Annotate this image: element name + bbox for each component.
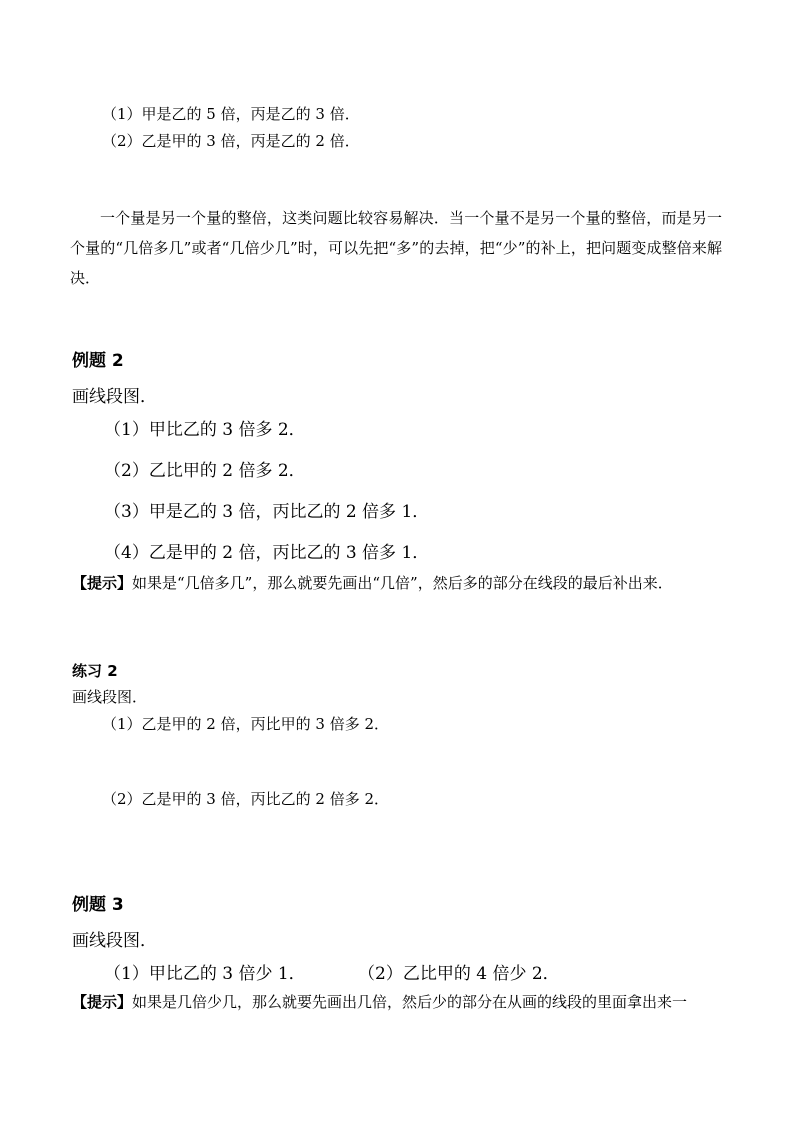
practice2-item-2: （2）乙是甲的 3 倍，丙比乙的 2 倍多 2．: [102, 790, 390, 808]
top-item-1: （1）甲是乙的 5 倍，丙是乙的 3 倍．: [102, 105, 360, 123]
example2-item-4: （4）乙是甲的 2 倍，丙比乙的 3 倍多 1．: [104, 543, 430, 563]
practice2-title: 练习 2: [72, 662, 118, 680]
practice2-item-1: （1）乙是甲的 2 倍，丙比甲的 3 倍多 2．: [102, 715, 390, 733]
example2-tip-label: 【提示】: [72, 574, 133, 592]
example2-instruction: 画线段图．: [72, 387, 157, 407]
top-item-2: （2）乙是甲的 3 倍，丙是乙的 2 倍．: [102, 132, 360, 150]
example2-item-2: （2）乙比甲的 2 倍多 2．: [104, 461, 306, 481]
example2-title: 例题 2: [72, 351, 124, 371]
intro-paragraph: 一个量是另一个量的整倍，这类问题比较容易解决．当一个量不是另一个量的整倍，而是另一个量的“几倍多几”或者“几倍少几”时，可以先把“多”的去掉，把“少”的补上，把问题变成整倍来解决．: [70, 209, 722, 287]
example2-item-3: （3）甲是乙的 3 倍，丙比乙的 2 倍多 1．: [104, 502, 430, 522]
example2-item-1: （1）甲比乙的 3 倍多 2．: [104, 420, 306, 440]
example3-title: 例题 3: [72, 895, 124, 915]
example2-tip-text: 如果是“几倍多几”，那么就要先画出“几倍”，然后多的部分在线段的最后补出来．: [132, 574, 673, 592]
example3-tip-label: 【提示】: [72, 993, 133, 1011]
example3-instruction: 画线段图．: [72, 931, 157, 951]
practice2-instruction: 画线段图．: [72, 688, 148, 706]
example3-item-2: （2）乙比甲的 4 倍少 2．: [358, 964, 560, 984]
example3-tip-text: 如果是几倍少几，那么就要先画出几倍，然后少的部分在从画的线段的里面拿出来一: [132, 993, 688, 1011]
example3-tip: [72, 991, 687, 1012]
example2-tip: [72, 572, 673, 593]
example3-item-1: （1）甲比乙的 3 倍少 1．: [104, 964, 306, 984]
